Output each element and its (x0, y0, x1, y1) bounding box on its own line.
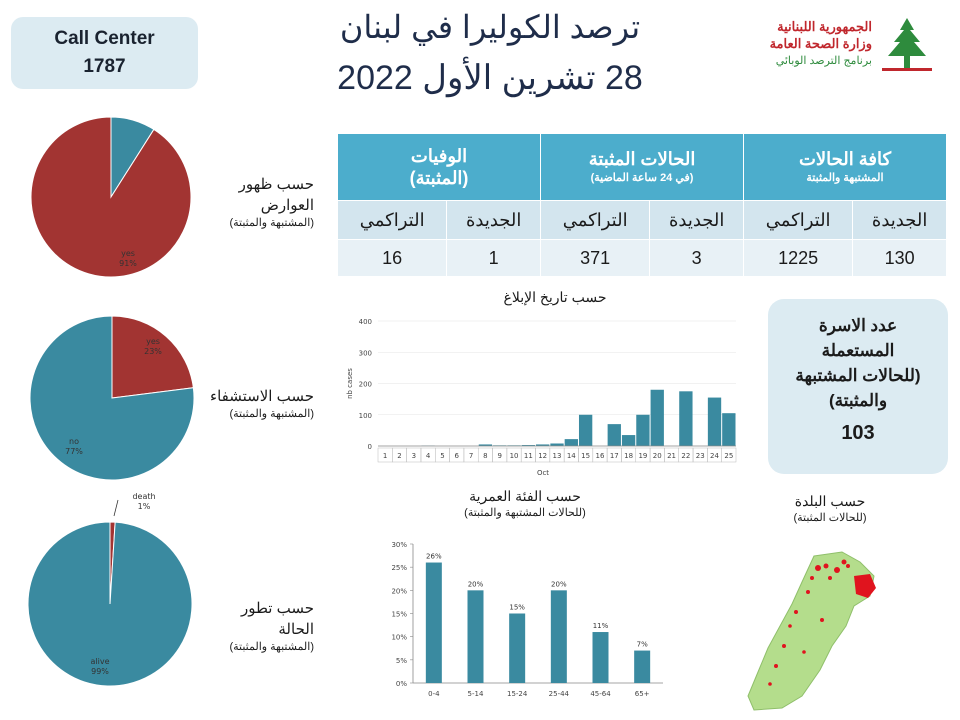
page-title: ترصد الكوليرا في لبنان (339, 9, 641, 45)
age-y-tick: 10% (391, 633, 407, 642)
hospital-label-yes: yes (146, 337, 160, 346)
report-x-label: Oct (536, 469, 550, 477)
title-by-age-group: حسب الفئة العمرية (للحالات المشتبهة والمثبتة) (464, 488, 586, 519)
report-y-tick: 100 (358, 411, 372, 420)
bar-chart-age-group (375, 535, 670, 705)
report-x-tick: 25 (724, 452, 734, 460)
report-bar (622, 435, 635, 446)
report-x-tick: 11 (523, 452, 533, 460)
report-x-tick: 15 (581, 452, 591, 460)
outcome-pct-alive: 99% (91, 667, 109, 676)
report-x-tick: 23 (695, 452, 705, 460)
age-y-tick: 30% (391, 541, 407, 549)
age-y-tick: 15% (391, 610, 407, 619)
call-center-label: Call Center (54, 28, 155, 49)
household-box (768, 299, 948, 474)
age-bar (426, 563, 442, 683)
age-x-tick: 0-4 (428, 690, 440, 698)
hospital-pct-yes: 23% (144, 347, 162, 356)
age-bar (468, 590, 484, 683)
bar-chart-report-date (340, 313, 745, 483)
age-data-label: 26% (426, 552, 442, 561)
report-bar (636, 415, 649, 446)
report-x-tick: 18 (624, 452, 634, 460)
age-x-tick: 5-14 (467, 690, 484, 698)
report-x-tick: 2 (397, 452, 402, 460)
age-data-label: 11% (592, 622, 609, 631)
symptoms-pct-yes: 91% (119, 259, 137, 268)
report-x-tick: 19 (638, 452, 648, 460)
label-by-hospitalization: حسب الاستشفاء (المشتبهة والمثبتة) (210, 388, 314, 420)
value-all-cumulative: 1225 (744, 240, 853, 277)
label-by-symptoms: حسب ظهور العوارض (المشتبهة والمثبتة) (229, 176, 314, 229)
report-bar (565, 439, 578, 446)
report-x-tick: 7 (468, 452, 474, 460)
household-line2: المستعملة (821, 341, 895, 360)
stats-table (337, 133, 947, 277)
ministry-logo-text (730, 18, 872, 70)
age-data-label: 7% (636, 640, 648, 649)
household-value: 103 (841, 422, 875, 444)
age-bar (593, 632, 609, 683)
report-x-tick: 21 (667, 452, 677, 460)
age-y-tick: 0% (395, 680, 407, 688)
report-x-tick: 17 (609, 452, 619, 460)
pie-chart-outcome (28, 490, 203, 690)
report-bar (708, 398, 721, 446)
hospital-pct-no: 77% (65, 447, 83, 456)
report-y-label: nb cases (346, 368, 354, 399)
outcome-label-death: death (132, 492, 156, 501)
report-x-tick: 12 (538, 452, 548, 460)
report-x-tick: 6 (454, 452, 459, 460)
logo-line-program: برنامج الترصد الوبائي (775, 55, 872, 67)
age-bar (551, 590, 567, 683)
hospital-slice-yes (112, 316, 193, 398)
report-bar (579, 415, 592, 446)
report-bar (679, 391, 692, 446)
title-by-village: حسب البلدة (للحالات المثبتة) (793, 493, 867, 524)
logo-line-republic: الجمهورية اللبنانية (777, 19, 872, 34)
pie-chart-symptoms (28, 114, 194, 280)
outcome-death-leader-line (114, 500, 118, 516)
col-all-new: الجديدة (853, 201, 947, 240)
report-x-tick: 20 (652, 452, 662, 460)
symptoms-label-yes: yes (121, 249, 135, 258)
age-y-tick: 25% (391, 564, 407, 573)
report-x-tick: 4 (425, 452, 431, 460)
symptoms-slice-yes (31, 117, 191, 277)
col-deaths-cumulative: التراكمي (338, 201, 447, 240)
logo-line-ministry: وزارة الصحة العامة (769, 36, 872, 51)
age-bar (634, 651, 650, 683)
age-y-tick: 20% (391, 587, 407, 596)
lebanon-map-icon (742, 548, 892, 713)
col-deaths-new: الجديدة (447, 201, 541, 240)
col-confirmed-new: الجديدة (650, 201, 744, 240)
title-by-report-date: حسب تاريخ الإبلاغ (503, 289, 607, 305)
report-y-tick: 0 (367, 443, 372, 451)
cedar-logo-icon (876, 16, 938, 74)
age-x-tick: 15-24 (506, 690, 528, 698)
report-x-tick: 9 (497, 452, 502, 460)
value-confirmed-cumulative: 371 (541, 240, 650, 277)
pie-chart-hospitalization (28, 314, 196, 482)
age-bar (509, 614, 525, 684)
outcome-slice-alive (28, 522, 192, 686)
col-all-cumulative: التراكمي (744, 201, 853, 240)
age-y-tick: 5% (395, 656, 407, 665)
report-bar (722, 413, 735, 446)
household-line1: عدد الاسرة (818, 316, 898, 335)
hospital-label-no: no (69, 437, 79, 446)
age-x-tick: 25-44 (548, 690, 570, 698)
report-bar (608, 424, 621, 446)
page-date: 28 تشرين الأول 2022 (337, 59, 643, 97)
group-header-confirmed: الحالات المثبتة (في 24 ساعة الماضية) (541, 134, 744, 201)
col-confirmed-cumulative: التراكمي (541, 201, 650, 240)
report-y-tick: 300 (358, 349, 372, 358)
report-x-tick: 3 (411, 452, 417, 460)
household-line4: والمثبتة) (828, 391, 888, 410)
group-header-all-cases: كافة الحالات المشتبهة والمثبتة (744, 134, 947, 201)
outcome-pct-death: 1% (137, 502, 151, 511)
report-x-tick: 10 (509, 452, 519, 460)
age-x-tick: 65+ (634, 690, 650, 698)
value-deaths-new: 1 (447, 240, 541, 277)
report-x-tick: 5 (440, 452, 445, 460)
label-by-outcome: حسب تطور الحالة (المشتبهة والمثبتة) (229, 600, 314, 653)
age-data-label: 20% (551, 580, 567, 589)
call-center-box (11, 17, 198, 89)
household-line3: (للحالات المشتبهة (795, 366, 921, 385)
group-header-deaths: الوفيات (المثبتة) (338, 134, 541, 201)
report-x-tick: 14 (566, 452, 576, 460)
outcome-label-alive: alive (90, 657, 110, 666)
report-x-tick: 1 (382, 452, 388, 460)
report-x-tick: 8 (483, 452, 488, 460)
value-confirmed-new: 3 (650, 240, 744, 277)
age-x-tick: 45-64 (590, 690, 611, 698)
report-y-tick: 200 (358, 380, 372, 389)
report-bar (651, 390, 664, 446)
report-x-tick: 22 (681, 452, 691, 460)
call-center-number: 1787 (83, 56, 126, 77)
report-x-tick: 16 (595, 452, 605, 460)
value-deaths-cumulative: 16 (338, 240, 447, 277)
report-x-tick: 13 (552, 452, 562, 460)
report-x-tick: 24 (710, 452, 719, 460)
report-y-tick: 400 (358, 318, 372, 326)
age-data-label: 15% (509, 603, 525, 612)
value-all-new: 130 (853, 240, 947, 277)
age-data-label: 20% (467, 580, 484, 589)
